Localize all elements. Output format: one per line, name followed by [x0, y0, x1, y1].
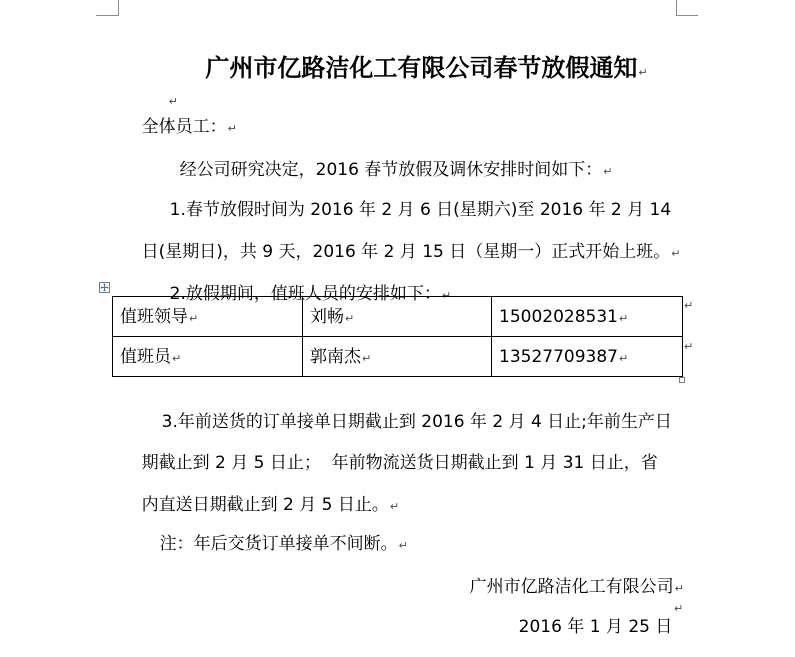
duty-phone: 15002028531: [499, 306, 618, 327]
paragraph-mark: ↵: [441, 289, 452, 302]
duty-role: 值班领导: [120, 306, 188, 327]
duty-name: 郭南杰: [310, 346, 361, 367]
paragraph-mark: ↵: [168, 95, 178, 108]
item3-line3-text: 内直送日期截止到 2 月 5 日止。: [141, 495, 389, 515]
cell-end-mark: ↵: [618, 351, 629, 365]
paragraph-mark: ↵: [638, 66, 648, 79]
signature-date-text: 2016 年 1 月 25 日: [518, 617, 673, 637]
item1-line1-text: 1.春节放假时间为 2016 年 2 月 6 日(星期六)至 2016 年 2 月 14: [169, 200, 672, 220]
duty-phone: 13527709387: [499, 346, 618, 367]
cell-end-mark: ↵: [362, 351, 372, 365]
duty-name-cell[interactable]: [303, 297, 492, 337]
row-end-mark: ↵: [684, 340, 694, 353]
table-resize-handle[interactable]: [679, 377, 685, 383]
margin-crop-mark-left: [96, 0, 119, 16]
intro-text: 经公司研究决定，2016 春节放假及调休安排时间如下：: [179, 160, 603, 180]
paragraph-mark: ↵: [398, 539, 408, 552]
item2-text: 2.放假期间，值班人员的安排如下：: [169, 284, 441, 304]
signature-date: [497, 597, 672, 657]
duty-role: 值班员: [120, 346, 171, 367]
paragraph-mark: ↵: [603, 165, 613, 178]
cell-end-mark: ↵: [345, 311, 355, 325]
table-row: [113, 337, 683, 377]
notice-title: [172, 26, 648, 110]
paragraph-mark: ↵: [389, 500, 400, 513]
table-move-handle[interactable]: [99, 282, 110, 293]
cell-end-mark: ↵: [618, 311, 629, 325]
move-cross-icon: [100, 283, 109, 292]
salutation-text: 全体员工：: [141, 117, 227, 137]
duty-phone-cell[interactable]: [492, 337, 683, 377]
paragraph-mark: ↵: [674, 602, 684, 615]
paragraph-mark: ↵: [671, 247, 681, 260]
item3-line2-text: 期截止到 2 月 5 日止； 年前物流送货日期截止到 1 月 31 日止，省: [141, 453, 658, 473]
notice-title-text: 广州市亿路洁化工有限公司春节放假通知: [205, 54, 638, 82]
duty-table: [112, 296, 683, 377]
note-text: 注：年后交货订单接单不间断。: [159, 534, 398, 554]
row-end-mark: ↵: [684, 299, 694, 312]
duty-phone-cell[interactable]: [492, 297, 683, 337]
duty-role-cell[interactable]: [113, 337, 303, 377]
duty-name: 刘畅: [310, 306, 344, 327]
cell-end-mark: ↵: [189, 311, 199, 325]
margin-crop-mark-right: [676, 0, 698, 16]
paragraph-mark: ↵: [227, 122, 237, 135]
signature-company-text: 广州市亿路洁化工有限公司: [469, 577, 674, 597]
table-row: [113, 297, 683, 337]
duty-name-cell[interactable]: [303, 337, 492, 377]
cell-end-mark: ↵: [172, 351, 182, 365]
duty-role-cell[interactable]: [113, 297, 303, 337]
item1-line2-text: 日(星期日)，共 9 天，2016 年 2 月 15 日（星期一）正式开始上班。: [141, 242, 671, 262]
paragraph-mark: ↵: [674, 582, 684, 595]
note-paragraph: [138, 514, 408, 574]
item3-line1-text: 3.年前送货的订单接单日期截止到 2016 年 2 月 4 日止;年前生产日: [161, 412, 672, 432]
